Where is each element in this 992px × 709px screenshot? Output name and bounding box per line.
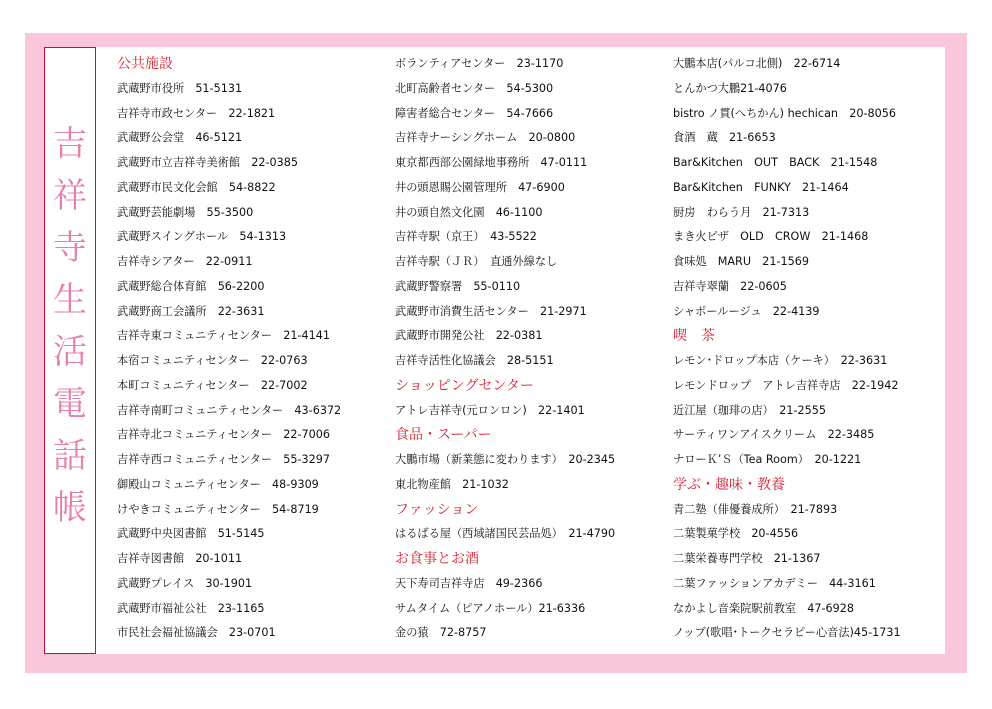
directory-entry: 二葉製菓学校 20-4556 xyxy=(673,527,799,541)
directory-entry: 食酒 蔵 21-6653 xyxy=(673,131,776,145)
category-heading: 公共施設 xyxy=(117,56,173,72)
directory-column-1 xyxy=(117,52,387,646)
directory-entry: アトレ吉祥寺(元ロンロン) 22-1401 xyxy=(395,403,585,417)
directory-entry: 北町高齢者センター 54-5300 xyxy=(395,81,554,95)
directory-entry: 武蔵野市役所 51-5131 xyxy=(117,81,243,95)
category-heading: 学ぶ・趣味・教養 xyxy=(673,476,785,493)
directory-entry: 吉祥寺西コミュニティセンター 55-3297 xyxy=(117,453,330,466)
title-char: 帳 xyxy=(53,488,87,528)
vertical-title xyxy=(45,118,95,534)
directory-entry: 武蔵野総合体育館 56-2200 xyxy=(117,279,265,293)
directory-entry: 東京都西部公園緑地事務所 47-0111 xyxy=(395,156,588,169)
directory-entry: 吉祥寺図書館 20-1011 xyxy=(117,552,243,565)
directory-entry: 井の頭自然文化園 46-1100 xyxy=(395,205,543,219)
directory-entry: 近江屋（珈琲の店） 21-2555 xyxy=(673,403,827,417)
directory-entry: 吉祥寺駅（京王） 43-5522 xyxy=(395,230,537,244)
title-char: 電 xyxy=(53,384,87,424)
directory-entry: 武蔵野市消費生活センター 21-2971 xyxy=(395,304,587,318)
category-heading: お食事とお酒 xyxy=(395,551,479,567)
directory-entry: けやきコミュニティセンター 54-8719 xyxy=(117,502,319,516)
directory-entry: ボランティアセンター 23-1170 xyxy=(395,57,564,70)
directory-entry: 武蔵野市開発公社 22-0381 xyxy=(395,329,543,343)
directory-entry: 吉祥寺東コミュニティセンター 21-4141 xyxy=(117,329,330,343)
directory-entry: 井の頭恩賜公園管理所 47-6900 xyxy=(395,180,565,194)
directory-entry: ナローＫ’Ｓ（Tea Room） 20-1221 xyxy=(673,453,862,466)
title-char: 祥 xyxy=(53,176,87,216)
directory-entry: 青二塾（俳優養成所） 21-7893 xyxy=(673,502,838,516)
directory-entry: ノッブ(歌唱･トークセラピー心音法)45-1731 xyxy=(673,626,901,640)
directory-entry: 障害者総合センター 54-7666 xyxy=(395,106,554,120)
directory-entry: シャポールージュ 22-4139 xyxy=(673,304,820,318)
directory-entry: まき火ピザ OLD CROW 21-1468 xyxy=(673,230,869,244)
directory-entry: 本宿コミュニティセンター 22-0763 xyxy=(117,354,308,367)
directory-entry: サムタイム（ピアノホール）21-6336 xyxy=(395,601,586,615)
directory-entry: 東北物産館 21-1032 xyxy=(395,477,509,491)
title-char: 寺 xyxy=(53,228,87,268)
title-char: 生 xyxy=(53,280,87,320)
directory-column-3 xyxy=(673,52,948,646)
directory-entry: 吉祥寺ナーシングホーム 20-0800 xyxy=(395,131,576,145)
directory-entry: 大鵬本店(パルコ北側) 22-6714 xyxy=(673,57,841,70)
category-heading: ショッピングセンター xyxy=(395,377,534,394)
directory-entry: 吉祥寺北コミュニティセンター 22-7006 xyxy=(117,428,330,442)
title-char: 活 xyxy=(53,332,87,372)
directory-entry: 厨房 わらう月 21-7313 xyxy=(673,205,810,219)
directory-entry: レモンドロップ アトレ吉祥寺店 22-1942 xyxy=(673,378,899,392)
directory-entry: 武蔵野スイングホール 54-1313 xyxy=(117,230,287,244)
category-heading: ファッション xyxy=(395,501,479,518)
category-heading: 食品・スーパー xyxy=(395,427,492,444)
title-char: 吉 xyxy=(53,124,87,164)
directory-entry: 本町コミュニティセンター 22-7002 xyxy=(117,378,308,392)
directory-entry: 武蔵野公会堂 46-5121 xyxy=(117,131,243,145)
directory-entry: 大鵬市場（新業態に変わります） 20-2345 xyxy=(395,453,616,466)
directory-entry: 武蔵野中央図書館 51-5145 xyxy=(117,527,265,541)
title-char: 話 xyxy=(53,436,87,476)
directory-entry: 吉祥寺活性化協議会 28-5151 xyxy=(395,354,554,367)
directory-entry: 天下寿司吉祥寺店 49-2366 xyxy=(395,576,543,590)
directory-entry: Bar&Kitchen FUNKY 21-1464 xyxy=(673,180,849,194)
directory-entry: とんかつ大鵬21-4076 xyxy=(673,81,787,95)
directory-entry: なかよし音楽院駅前教室 47-6928 xyxy=(673,601,854,615)
directory-entry: サーティワンアイスクリーム 22-3485 xyxy=(673,428,875,442)
directory-entry: 市民社会福祉協議会 23-0701 xyxy=(117,626,276,640)
directory-entry: はるばる屋（西域諸国民芸品処） 21-4790 xyxy=(395,527,616,541)
directory-entry: 食味処 MARU 21-1569 xyxy=(673,255,809,268)
directory-entry: Bar&Kitchen OUT BACK 21-1548 xyxy=(673,156,878,169)
directory-entry: 武蔵野警察署 55-0110 xyxy=(395,279,521,293)
directory-entry: 金の猿 72-8757 xyxy=(395,626,487,640)
directory-entry: 二葉栄養専門学校 21-1367 xyxy=(673,552,821,565)
directory-entry: 吉祥寺駅（ＪＲ） 直通外線なし xyxy=(395,255,558,268)
directory-entry: 吉祥寺市政センター 22-1821 xyxy=(117,106,276,120)
category-heading: 喫 茶 xyxy=(673,328,715,345)
directory-entry: 御殿山コミュニティセンター 48-9309 xyxy=(117,477,319,491)
directory-column-2 xyxy=(395,52,665,646)
directory-entry: 武蔵野プレイス 30-1901 xyxy=(117,576,253,590)
directory-entry: 武蔵野市福祉公社 23-1165 xyxy=(117,601,265,615)
directory-entry: 吉祥寺翠蘭 22-0605 xyxy=(673,279,787,293)
directory-entry: 武蔵野市民文化会館 54-8822 xyxy=(117,180,276,194)
directory-entry: 吉祥寺シアター 22-0911 xyxy=(117,255,253,268)
directory-entry: bistro ノ貫(へちかん) hechican 20-8056 xyxy=(673,106,896,120)
directory-entry: 吉祥寺南町コミュニティセンター 43-6372 xyxy=(117,403,342,417)
directory-entry: レモン･ドロップ本店（ケーキ） 22-3631 xyxy=(673,354,888,367)
directory-entry: 武蔵野芸能劇場 55-3500 xyxy=(117,205,254,219)
directory-entry: 武蔵野商工会議所 22-3631 xyxy=(117,304,265,318)
directory-entry: 武蔵野市立吉祥寺美術館 22-0385 xyxy=(117,156,298,169)
directory-entry: 二葉ファッションアカデミー 44-3161 xyxy=(673,576,876,590)
vertical-title-box xyxy=(44,47,96,654)
